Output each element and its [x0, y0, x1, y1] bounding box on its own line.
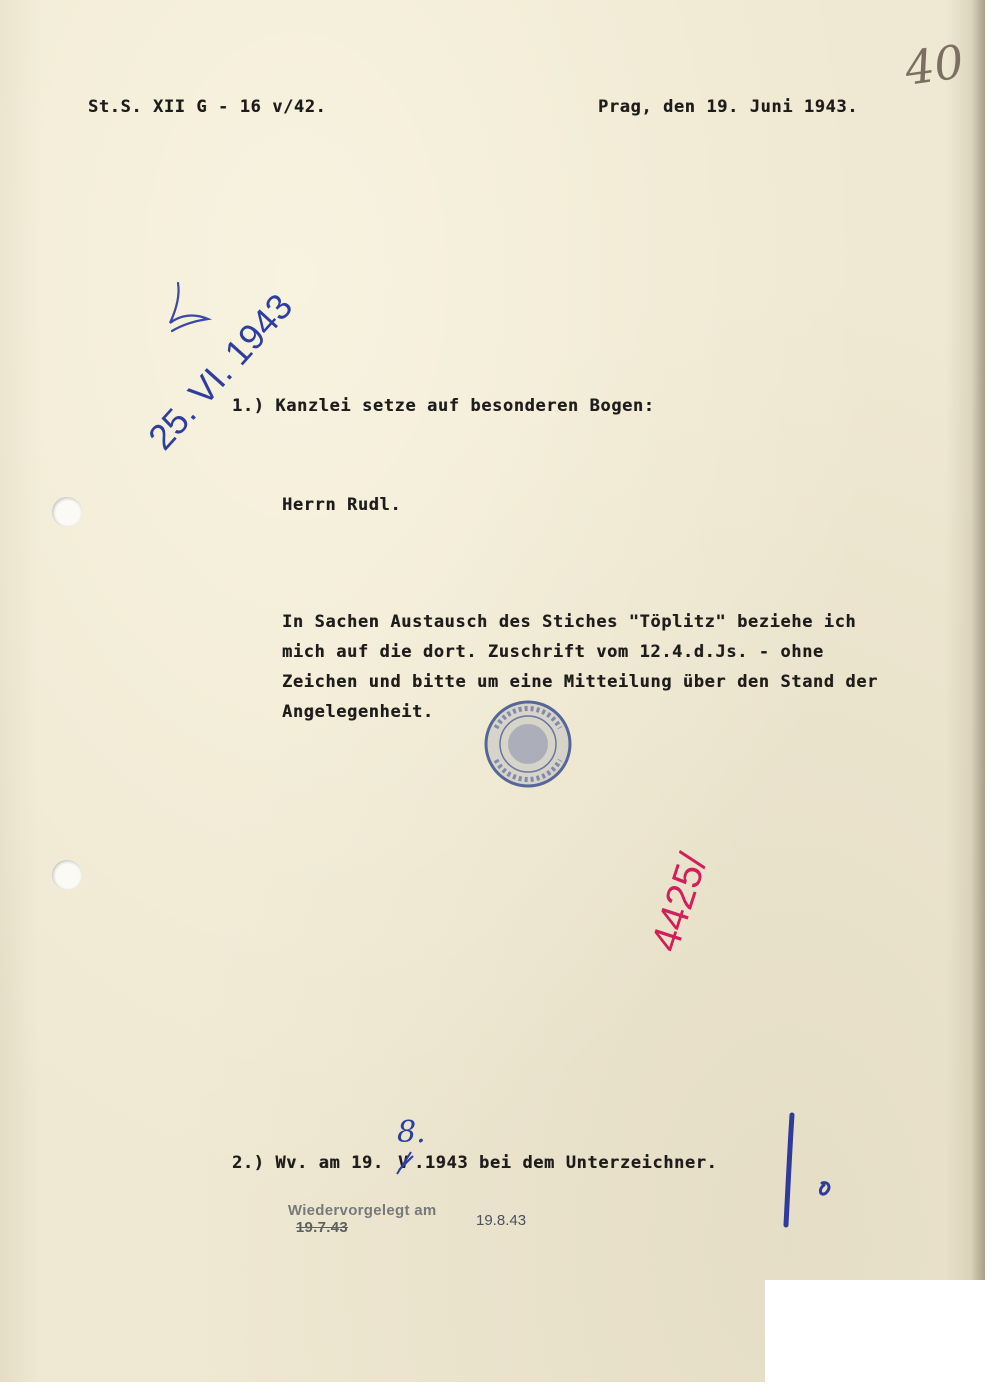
body-line: Angelegenheit.: [282, 702, 434, 722]
strike-mark-icon: [395, 1150, 415, 1176]
struck-month: [398, 1150, 409, 1173]
struck-month-text: V: [398, 1153, 409, 1173]
received-date-stamp: 25. VI. 1943: [140, 285, 301, 458]
item-2-suffix: .1943 bei dem Unterzeichner.: [414, 1153, 718, 1173]
signature-mark-icon: [770, 1105, 840, 1235]
item-2-prefix: 2.) Wv. am 19.: [232, 1153, 384, 1173]
body-line: mich auf die dort. Zuschrift vom 12.4.d.Js. - ohne: [282, 642, 824, 662]
item-1-instruction: 1.) Kanzlei setze auf besonderen Bogen:: [232, 396, 655, 416]
red-registry-number: 4425/: [643, 847, 716, 957]
punch-hole-bottom: [52, 860, 82, 890]
scan-margin: [765, 1280, 985, 1382]
place-date: Prag, den 19. Juni 1943.: [598, 97, 859, 117]
reference-number: St.S. XII G - 16 v/42.: [88, 97, 327, 117]
wiedervorgelegt-label: Wiedervorgelegt am: [287, 1202, 437, 1219]
page-number: 40: [901, 34, 968, 96]
recipient-line: Herrn Rudl.: [282, 495, 402, 515]
punch-hole-top: [52, 497, 82, 527]
body-line: In Sachen Austausch des Stiches "Töplitz" beziehe ich: [282, 612, 857, 632]
paper-edge-shadow: [971, 0, 985, 1382]
official-seal-stamp: [482, 698, 574, 790]
wiedervorgelegt-old-date: 19.7.43: [295, 1219, 349, 1236]
wiedervorgelegt-new-date: 19.8.43: [476, 1212, 527, 1229]
initial-mark-icon: [150, 275, 220, 345]
wiedervorgelegt-stamp: [270, 1185, 437, 1253]
month-correction: 8.: [397, 1115, 426, 1150]
body-line: Zeichen und bitte um eine Mitteilung über den Stand der: [282, 672, 878, 692]
